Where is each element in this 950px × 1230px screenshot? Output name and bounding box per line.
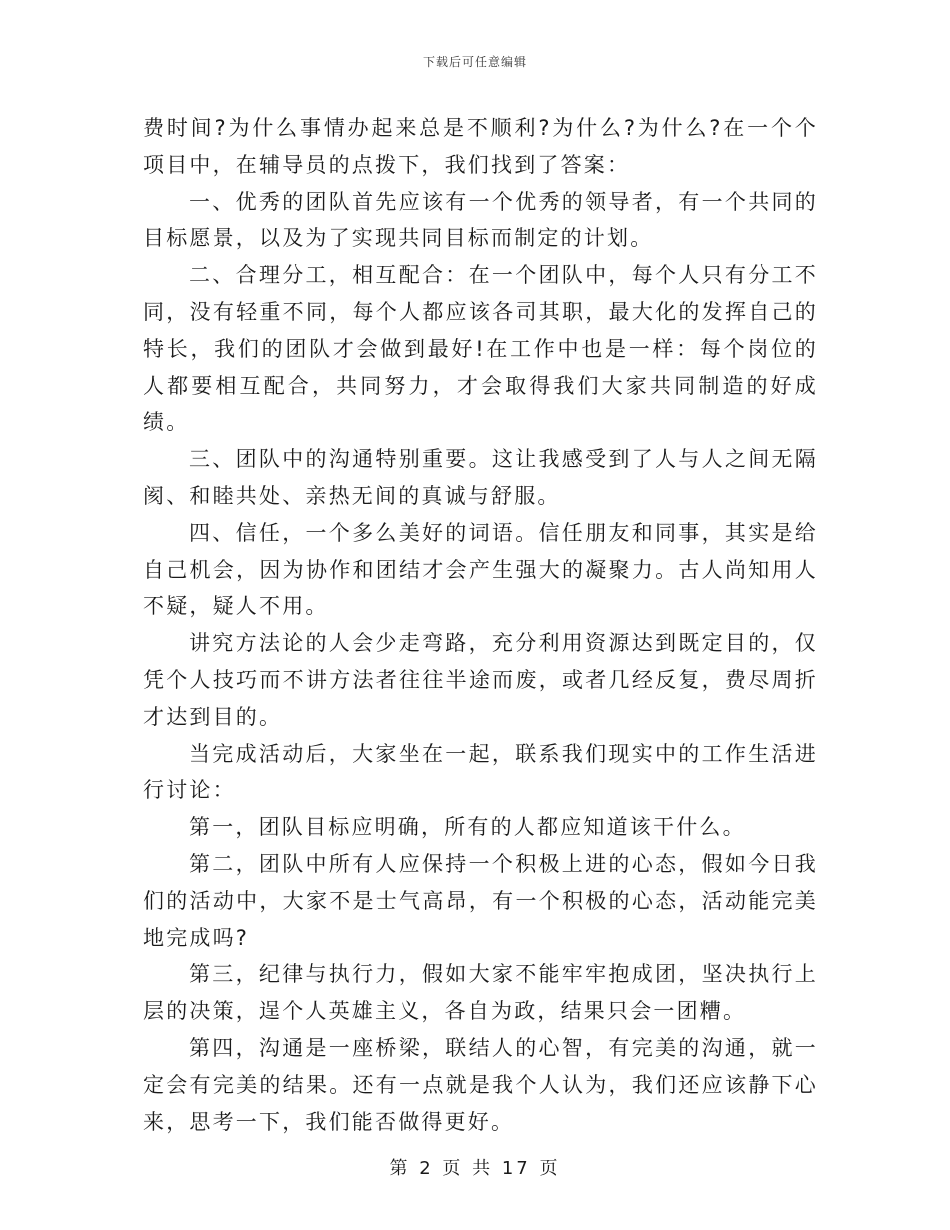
body-text [143, 110, 818, 1140]
page-number-footer: 第 2 页 共 17 页 [389, 1158, 561, 1179]
paragraph: 第四，沟通是一座桥梁，联结人的心智，有完美的沟通，就一定会有完美的结果。还有一点就是我个人认为，我们还应该静下心来，思考一下，我们能否做得更好。 [143, 1035, 818, 1134]
paragraph: 四、信任，一个多么美好的词语。信任朋友和同事，其实是给自己机会，因为协作和团结才会产生强大的凝聚力。古人尚知用人不疑，疑人不用。 [143, 520, 818, 619]
paragraph: 二、合理分工，相互配合：在一个团队中，每个人只有分工不同，没有轻重不同，每个人都应该各司其职，最大化的发挥自己的特长，我们的团队才会做到最好!在工作中也是一样：每个岗位的人都要相互配合，共同努力，才会取得我们大家共同制造的好成绩。 [143, 263, 818, 435]
paragraph: 当完成活动后，大家坐在一起，联系我们现实中的工作生活进行讨论： [143, 741, 818, 803]
paragraph: 第二，团队中所有人应保持一个积极上进的心态，假如今日我们的活动中，大家不是士气高昂，有一个积极的心态，活动能完美地完成吗? [143, 851, 818, 950]
paragraph: 讲究方法论的人会少走弯路，充分利用资源达到既定目的，仅凭个人技巧而不讲方法者往往半途而废，或者几经反复，费尽周折才达到目的。 [143, 631, 818, 729]
paragraph: 三、团队中的沟通特别重要。这让我感受到了人与人之间无隔阂、和睦共处、亲热无间的真诚与舒服。 [143, 447, 818, 508]
paragraph: 第一，团队目标应明确，所有的人都应知道该干什么。 [189, 815, 746, 840]
page-header: 下载后可任意编辑 [422, 55, 527, 69]
paragraph-continuation: 费时间?为什么事情办起来总是不顺利?为什么?为什么?在一个个项目中，在辅导员的点拨下，我们找到了答案： [143, 116, 818, 177]
paragraph: 第三，纪律与执行力，假如大家不能牢牢抱成团，坚决执行上层的决策，逞个人英雄主义，各自为政，结果只会一团糟。 [143, 962, 818, 1024]
paragraph: 一、优秀的团队首先应该有一个优秀的领导者，有一个共同的目标愿景，以及为了实现共同目标而制定的计划。 [143, 189, 818, 251]
